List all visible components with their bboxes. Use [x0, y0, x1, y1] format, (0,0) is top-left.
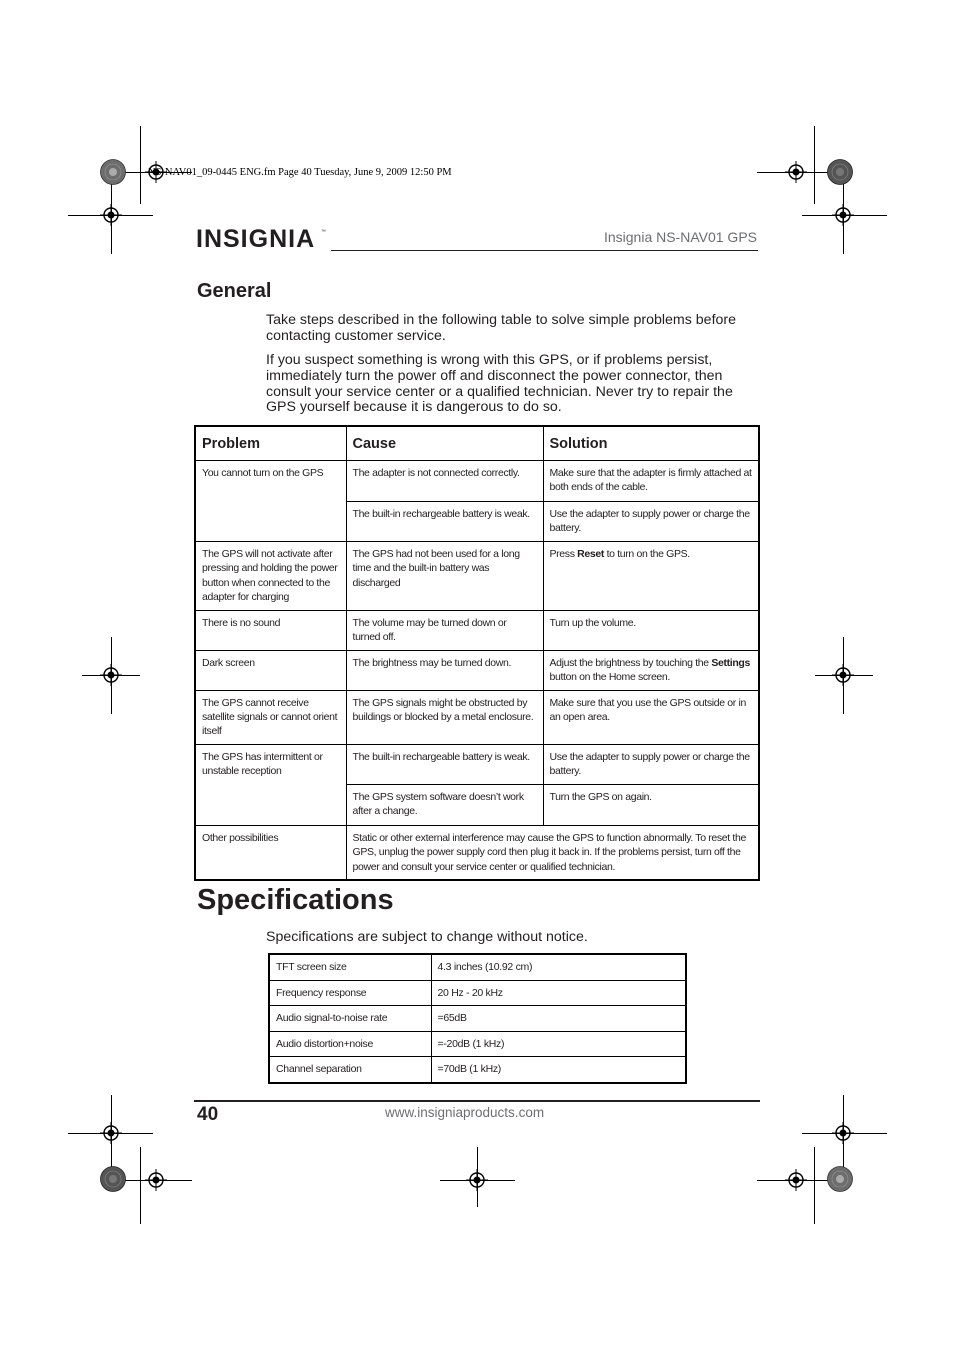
solution-cell [543, 650, 759, 690]
table-row [195, 744, 759, 784]
table-row [269, 980, 686, 1006]
registration-target-icon [832, 664, 854, 686]
solution-text: button on the Home screen. [549, 671, 670, 684]
section-heading-general: General [197, 280, 272, 302]
cause-cell: The built-in rechargeable battery is weak. [346, 744, 543, 784]
spec-value: 4.3 inches (10.92 cm) [431, 954, 686, 980]
solution-cell: Turn the GPS on again. [543, 784, 759, 825]
color-bar-disc-icon [827, 1166, 853, 1192]
section-heading-specifications: Specifications [197, 884, 394, 916]
table-row [269, 1057, 686, 1083]
color-bar-disc-icon [100, 159, 126, 185]
registration-target-icon [100, 204, 122, 226]
cause-cell: The built-in rechargeable battery is weak. [346, 502, 543, 542]
color-bar-disc-icon [100, 1166, 126, 1192]
general-warning-paragraph: If you suspect something is wrong with this GPS, or if problems persist, immediately turn the power off and disconnect the power connector, then consult your service center or a qualified technician. Never try to repair the GPS yourself because it is dangerous to do so. [266, 352, 733, 416]
table-header-row [195, 426, 759, 461]
specifications-table [268, 953, 687, 1084]
table-row [195, 461, 759, 502]
running-header-title: Insignia NS-NAV01 GPS [603, 229, 757, 245]
color-bar-disc-icon [827, 159, 853, 185]
problem-cell: You cannot turn on the GPS [195, 461, 346, 542]
table-row [269, 1031, 686, 1057]
logo-text: INSIGNIA [196, 225, 316, 253]
cause-cell: The adapter is not connected correctly. [346, 461, 543, 502]
solution-cell: Turn up the volume. [543, 610, 759, 650]
spec-value: =-20dB (1 kHz) [431, 1031, 686, 1057]
solution-text: to turn on the GPS. [604, 548, 690, 560]
solution-text: Adjust the brightness by touching the [549, 656, 712, 669]
settings-button-label: Settings [711, 656, 750, 669]
registration-target-icon [100, 664, 122, 686]
table-row [195, 690, 759, 744]
cause-solution-cell: Static or other external interference may cause the GPS to function abnormally. To reset the GPS, unplug the power supply cord then plug it back in. If the problems persist, turn off the power and consult your service center or qualified technician. [346, 825, 759, 880]
spec-label: Frequency response [269, 980, 431, 1006]
registration-target-icon [785, 161, 807, 183]
table-row [269, 954, 686, 980]
cause-cell: The GPS signals might be obstructed by buildings or blocked by a metal enclosure. [346, 690, 543, 744]
spec-label: Audio distortion+noise [269, 1031, 431, 1057]
spec-value: =70dB (1 kHz) [431, 1057, 686, 1083]
problem-cell: Dark screen [195, 650, 346, 690]
page-number: 40 [197, 1104, 219, 1125]
registration-target-icon [785, 1169, 807, 1191]
header-rule [331, 250, 758, 251]
column-header-cause: Cause [346, 426, 543, 461]
table-row [195, 542, 759, 611]
footer-url: www.insigniaproducts.com [385, 1105, 545, 1120]
solution-text: Press [549, 548, 578, 560]
troubleshooting-table [194, 425, 760, 881]
problem-cell: The GPS cannot receive satellite signals or cannot orient itself [195, 690, 346, 744]
solution-cell [543, 542, 759, 611]
problem-cell: There is no sound [195, 610, 346, 650]
footer-rule [194, 1100, 760, 1102]
column-header-problem: Problem [195, 426, 346, 461]
registration-target-icon [466, 1169, 488, 1191]
spec-label: TFT screen size [269, 954, 431, 980]
specifications-note: Specifications are subject to change without notice. [266, 929, 588, 945]
spec-value: 20 Hz - 20 kHz [431, 980, 686, 1006]
column-header-solution: Solution [543, 426, 759, 461]
problem-cell: The GPS has intermittent or unstable reception [195, 744, 346, 825]
cause-cell: The GPS had not been used for a long time and the built-in battery was discharged [346, 542, 543, 611]
general-intro-paragraph: Take steps described in the following table to solve simple problems before contacting customer service. [266, 312, 737, 344]
insignia-logo [196, 225, 315, 263]
file-info-slug: NS-NAV01_09-0445 ENG.fm Page 40 Tuesday, June 9, 2009 12:50 PM [148, 167, 452, 178]
registration-target-icon [145, 1169, 167, 1191]
trademark-symbol: ™ [321, 229, 326, 235]
registration-target-icon [100, 1122, 122, 1144]
table-row [195, 610, 759, 650]
registration-target-icon [832, 1122, 854, 1144]
spec-value: =65dB [431, 1006, 686, 1032]
reset-button-label: Reset [577, 548, 605, 560]
solution-cell: Use the adapter to supply power or charge the battery. [543, 502, 759, 542]
cause-cell: The brightness may be turned down. [346, 650, 543, 690]
problem-cell: The GPS will not activate after pressing and holding the power button when connected to the adapter for charging [195, 542, 346, 611]
solution-cell: Make sure that the adapter is firmly attached at both ends of the cable. [543, 461, 759, 502]
spec-label: Channel separation [269, 1057, 431, 1083]
registration-target-icon [832, 204, 854, 226]
cause-cell: The GPS system software doesn’t work after a change. [346, 784, 543, 825]
table-row [269, 1006, 686, 1032]
solution-cell: Make sure that you use the GPS outside or in an open area. [543, 690, 759, 744]
cause-cell: The volume may be turned down or turned off. [346, 610, 543, 650]
spec-label: Audio signal-to-noise rate [269, 1006, 431, 1032]
table-row [195, 650, 759, 690]
table-row [195, 825, 759, 880]
solution-cell: Use the adapter to supply power or charge the battery. [543, 744, 759, 784]
problem-cell: Other possibilities [195, 825, 346, 880]
